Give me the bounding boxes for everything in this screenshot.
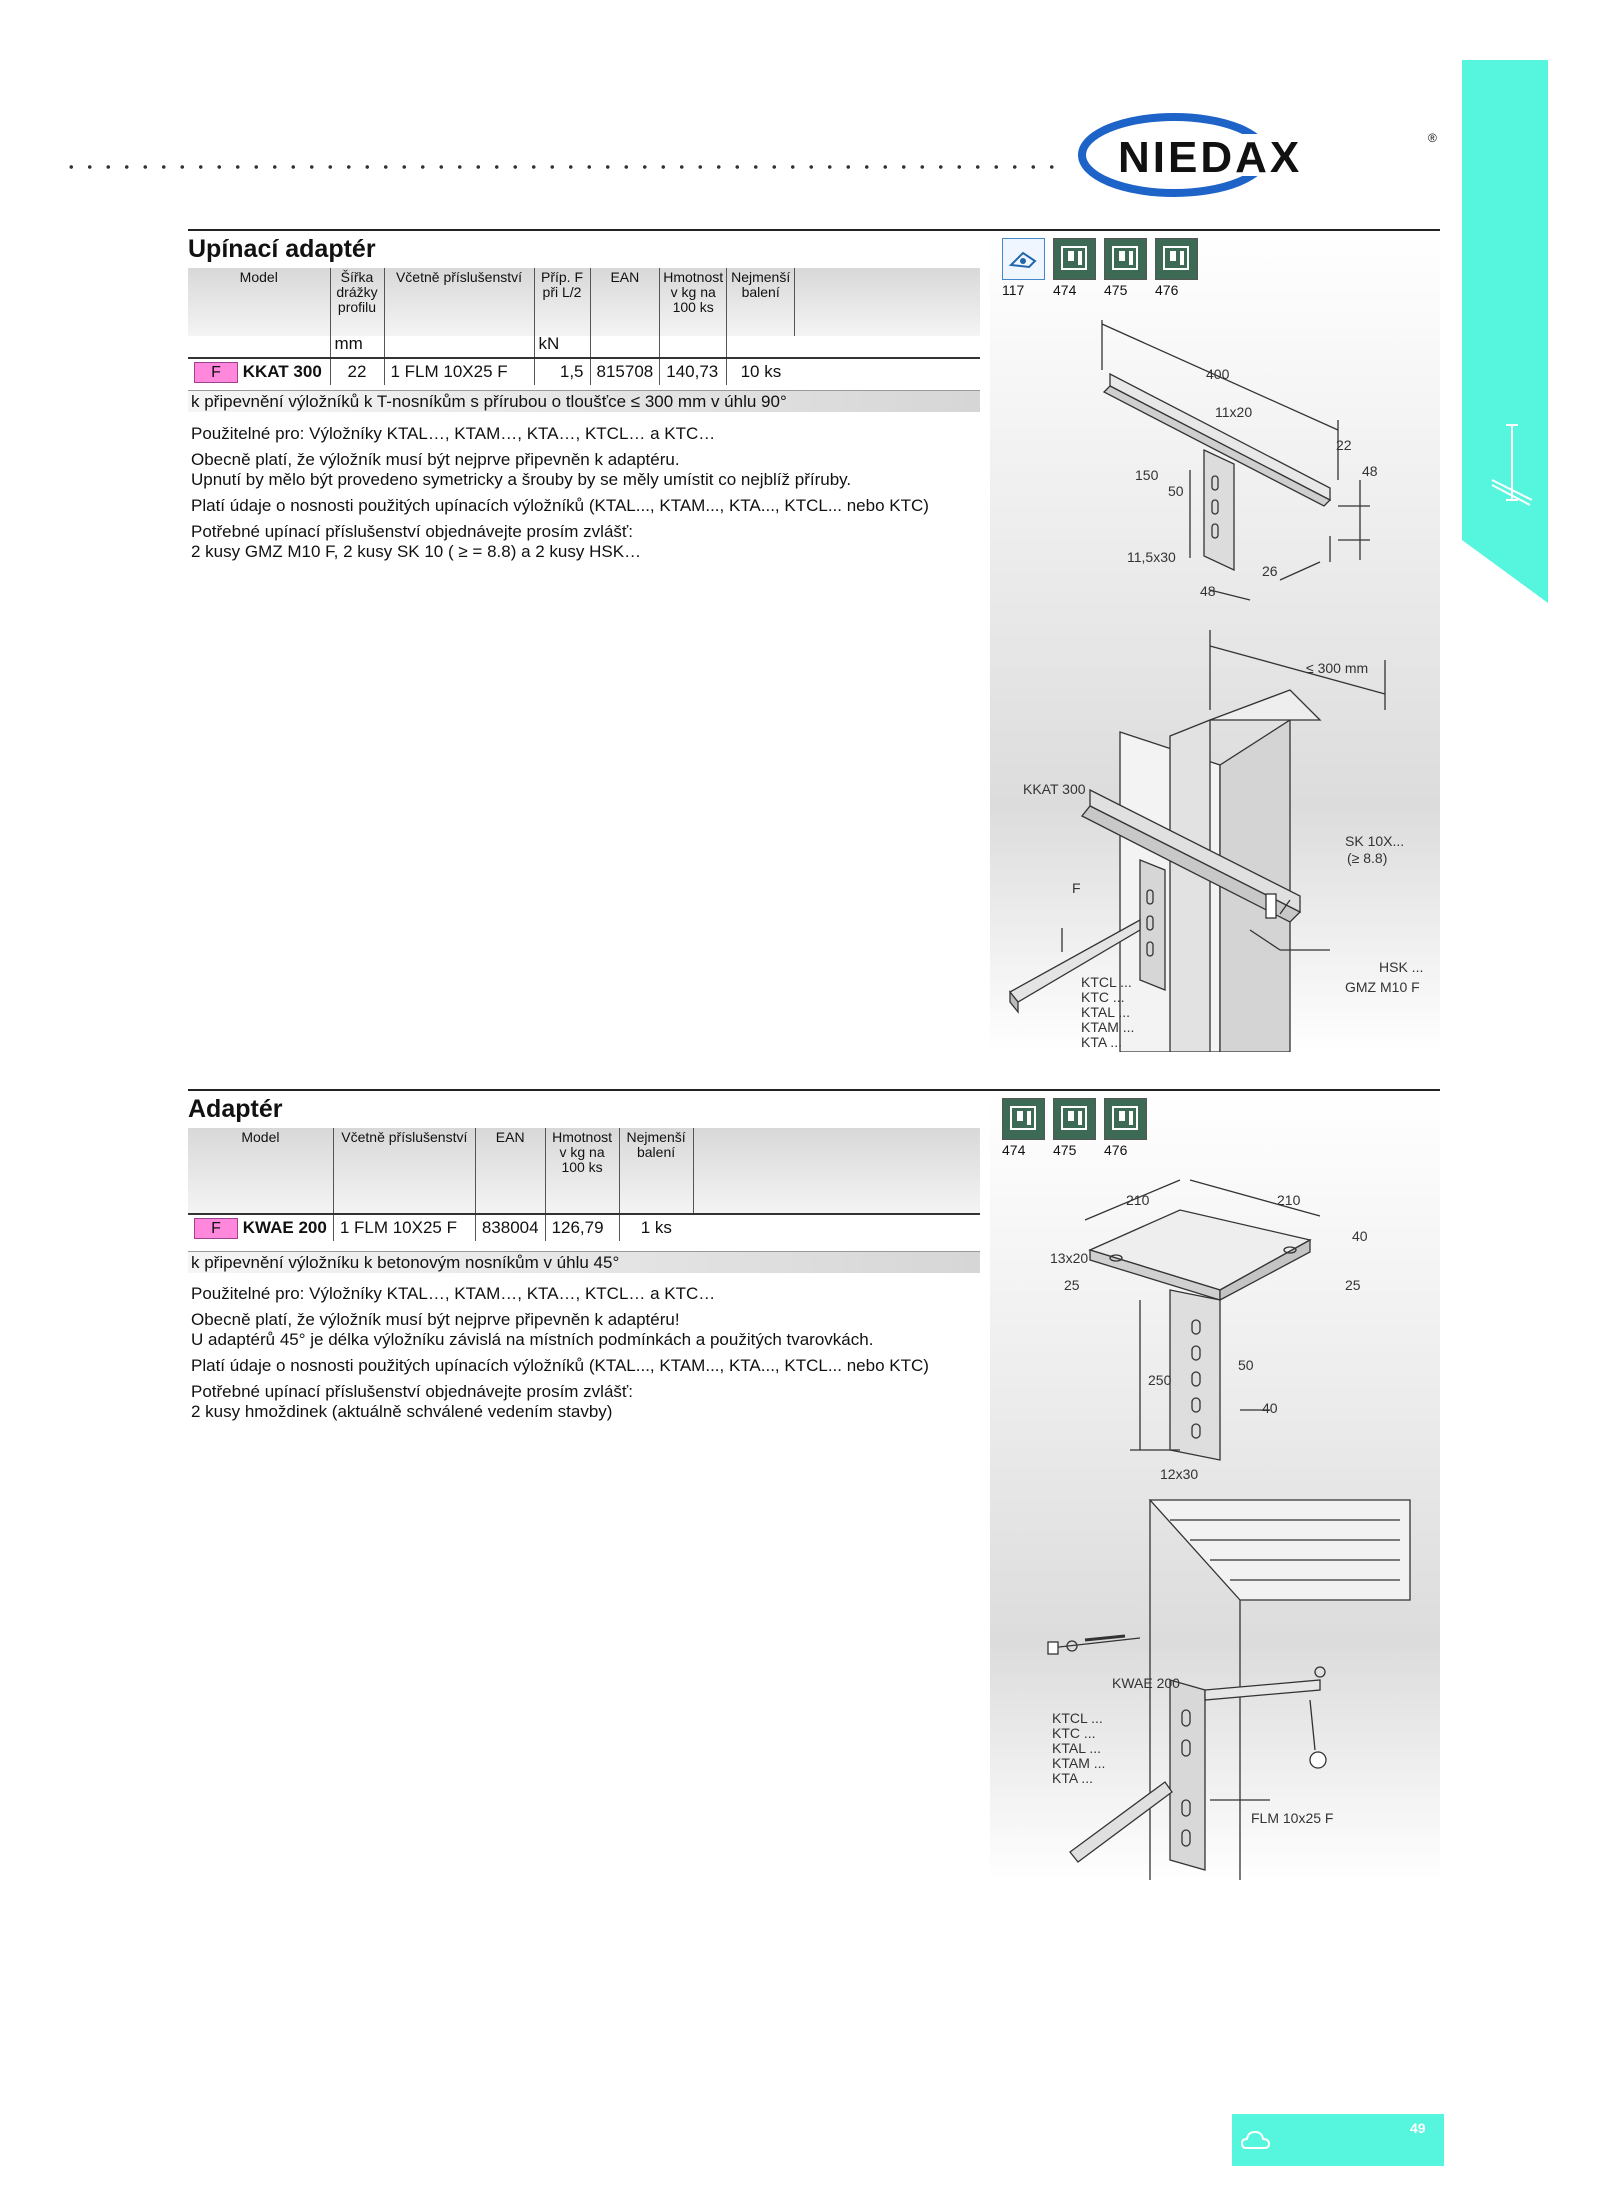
col-load: Příp. F při L/2 [534, 268, 590, 336]
cell-min-pack: 1 ks [619, 1214, 693, 1241]
col-ean: EAN [590, 268, 660, 336]
col-min-pack: Nejmenší balení [727, 268, 795, 336]
clamp-icon [1002, 238, 1045, 280]
section2-title: Adaptér [188, 1095, 283, 1123]
section2-para-capacity: Platí údaje o nosnosti použitých upínacích výložníků (KTAL..., KTAM..., KTA..., KTCL... nebo KTC) [191, 1356, 929, 1375]
col-weight: Hmotnost v kg na 100 ks [660, 268, 727, 336]
dim-label: 22 [1336, 437, 1352, 453]
part-label: KKAT 300 [1023, 781, 1086, 797]
dim-label: 400 [1206, 366, 1230, 382]
section1-title: Upínací adaptér [188, 235, 376, 263]
side-category-tab [1462, 60, 1548, 603]
section2-system-icons [1002, 1098, 1147, 1140]
dim-label: 48 [1200, 583, 1216, 599]
cable-tray-system-icon [1053, 238, 1096, 280]
section1-system-icons [1002, 238, 1198, 280]
table-row [188, 1214, 980, 1241]
col-slot-width: Šířka drážky profilu [330, 268, 384, 336]
part-label: KTAM ... [1081, 1019, 1135, 1035]
section1-top-rule [188, 229, 1440, 231]
dim-label: 210 [1277, 1192, 1301, 1208]
dim-label: 50 [1168, 483, 1184, 499]
cable-ladder-system-icon [1104, 238, 1147, 280]
section1-description-band: k připevnění výložníků k T-nosníkům s přírubou o tloušťce ≤ 300 mm v úhlu 90° [188, 390, 980, 412]
col-accessories: Včetně příslušenství [333, 1128, 475, 1214]
cell-ean: 838004 [475, 1214, 545, 1241]
part-label: KWAE 200 [1112, 1675, 1180, 1691]
part-label: HSK ... [1379, 959, 1424, 975]
section1-icon-labels [1002, 282, 1206, 298]
unit-load: kN [534, 336, 590, 358]
section2-top-rule [188, 1089, 1440, 1091]
svg-text:®: ® [1428, 131, 1437, 145]
icon-label: 476 [1155, 282, 1179, 298]
section2-para-parts: 2 kusy hmoždinek (aktuálně schválené vedením stavby) [191, 1402, 613, 1421]
section1-para-usable: Použitelné pro: Výložníky KTAL…, KTAM…, KTA…, KTCL… a KTC… [191, 424, 716, 443]
model-code: KWAE 200 [242, 1217, 327, 1237]
mesh-tray-system-icon [1155, 238, 1198, 280]
col-min-pack: Nejmenší balení [619, 1128, 693, 1214]
col-model: Model [239, 269, 278, 285]
col-accessories: Včetně příslušenství [384, 268, 534, 336]
dim-label: 25 [1345, 1277, 1361, 1293]
cell-accessories: 1 FLM 10X25 F [384, 358, 534, 385]
icon-label: 474 [1053, 282, 1077, 298]
part-label: KTCL ... [1081, 974, 1132, 990]
section2-para-length: U adaptérů 45° je délka výložníku závislá na místních podmínkách a použitých tvarovkách. [191, 1330, 874, 1349]
section1-para-general: Obecně platí, že výložník musí být nejprve připevněn k adaptéru. [191, 450, 680, 469]
cell-load: 1,5 [534, 358, 590, 385]
section2-para-general: Obecně platí, že výložník musí být nejprve připevněn k adaptéru! [191, 1310, 680, 1329]
part-label: SK 10X... [1345, 833, 1405, 849]
part-label: KTAM ... [1052, 1755, 1106, 1771]
cell-slot-width: 22 [330, 358, 384, 385]
section1-para-parts: 2 kusy GMZ M10 F, 2 kusy SK 10 ( ≥ = 8.8) a 2 kusy HSK… [191, 542, 642, 561]
svg-text:NIEDAX: NIEDAX [1118, 133, 1303, 182]
part-label: FLM 10x25 F [1251, 1810, 1334, 1826]
page-number: 49 [1410, 2120, 1426, 2136]
icon-label: 474 [1002, 1142, 1026, 1158]
dim-label: 26 [1262, 563, 1278, 579]
part-label: KTCL ... [1052, 1710, 1103, 1726]
col-model: Model [241, 1129, 280, 1145]
cloud-icon [1236, 2120, 1276, 2160]
section2-para-order: Potřebné upínací příslušenství objednávejte prosím zvlášť: [191, 1382, 633, 1401]
part-label: (≥ 8.8) [1347, 850, 1388, 866]
cell-min-pack: 10 ks [727, 358, 795, 385]
section2-product-table [188, 1128, 980, 1241]
icon-label: 476 [1104, 1142, 1128, 1158]
part-label: KTA ... [1052, 1770, 1093, 1786]
dim-label: 25 [1064, 1277, 1080, 1293]
icon-label: 475 [1053, 1142, 1077, 1158]
dim-label: 40 [1262, 1400, 1278, 1416]
dim-label: 210 [1126, 1192, 1150, 1208]
cable-ladder-system-icon [1053, 1098, 1096, 1140]
section2-icon-labels [1002, 1142, 1155, 1158]
col-ean: EAN [475, 1128, 545, 1214]
niedax-logo [1078, 112, 1440, 198]
dim-label: 12x30 [1160, 1466, 1199, 1482]
dim-label: 50 [1238, 1357, 1254, 1373]
dim-label: 48 [1362, 463, 1378, 479]
cell-ean: 815708 [590, 358, 660, 385]
cell-weight: 140,73 [660, 358, 727, 385]
dim-label: 250 [1148, 1372, 1172, 1388]
part-label: KTAL ... [1052, 1740, 1102, 1756]
part-label: KTA ... [1081, 1034, 1122, 1050]
part-label: KTAL ... [1081, 1004, 1131, 1020]
icon-label: 117 [1002, 282, 1025, 298]
part-label: KTC ... [1052, 1725, 1096, 1741]
section1-para-capacity: Platí údaje o nosnosti použitých upínacích výložníků (KTAL..., KTAM..., KTA..., KTCL... nebo KTC) [191, 496, 929, 515]
force-label: F [1072, 880, 1081, 896]
dim-label: 40 [1352, 1228, 1368, 1244]
section1-product-table [188, 268, 980, 385]
cell-weight: 126,79 [545, 1214, 619, 1241]
table-row [188, 358, 980, 385]
part-label: GMZ M10 F [1345, 979, 1420, 995]
mesh-tray-system-icon [1104, 1098, 1147, 1140]
section2-description-band: k připevnění výložníku k betonovým nosníkům v úhlu 45° [188, 1251, 980, 1273]
cable-tray-system-icon [1002, 1098, 1045, 1140]
flag-badge: F [194, 362, 238, 383]
part-label: KTC ... [1081, 989, 1125, 1005]
dim-label: ≤ 300 mm [1306, 660, 1369, 676]
icon-label: 475 [1104, 282, 1128, 298]
dim-label: 13x20 [1050, 1250, 1089, 1266]
dim-label: 150 [1135, 467, 1159, 483]
header-dotted-line [62, 164, 1062, 170]
section1-para-order: Potřebné upínací příslušenství objednávejte prosím zvlášť: [191, 522, 633, 541]
dim-label: 11x20 [1215, 404, 1253, 420]
cell-accessories: 1 FLM 10X25 F [333, 1214, 475, 1241]
unit-slot-width: mm [330, 336, 384, 358]
flag-badge: F [194, 1218, 238, 1239]
model-code: KKAT 300 [242, 361, 322, 381]
dim-label: 11,5x30 [1127, 549, 1176, 565]
section1-para-clamping: Upnutí by mělo být provedeno symetricky a šrouby by se měly umístit co nejblíž příruby. [191, 470, 852, 489]
col-weight: Hmotnost v kg na 100 ks [545, 1128, 619, 1214]
section2-para-usable: Použitelné pro: Výložníky KTAL…, KTAM…, KTA…, KTCL… a KTC… [191, 1284, 716, 1303]
